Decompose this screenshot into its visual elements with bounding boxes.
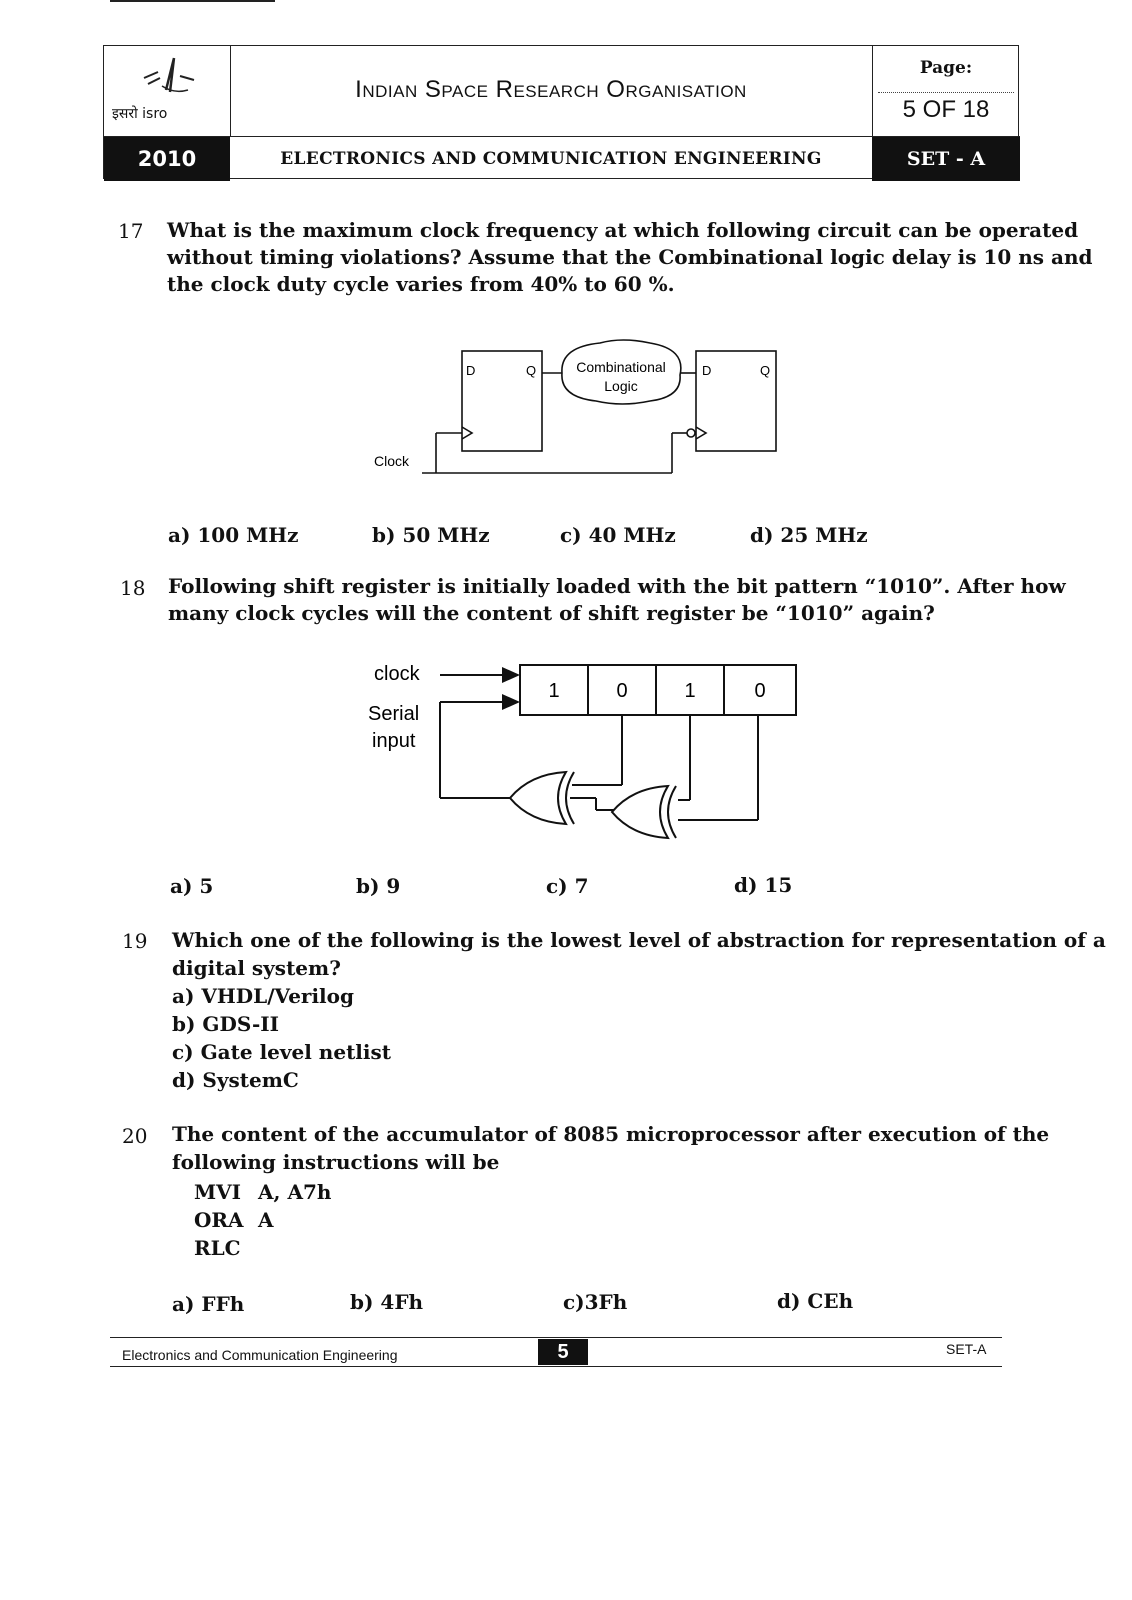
xor-gate-2 (612, 786, 668, 838)
page-number: 5 OF 18 (902, 96, 990, 123)
q17-line: without timing violations? Assume that the Combinational logic delay is 10 ns and (167, 245, 1093, 269)
code-line (194, 1234, 331, 1262)
q19-option-b: b) GDS-II (172, 1012, 280, 1036)
q19-option-c: c) Gate level netlist (172, 1040, 391, 1064)
register-bit: 0 (616, 680, 628, 702)
footer-set: SET-A (946, 1341, 987, 1357)
q19-number: 19 (122, 929, 148, 953)
q17-circuit-diagram (360, 335, 800, 485)
footer-top-rule (110, 1337, 1002, 1338)
q19-option-a: a) VHDL/Verilog (172, 984, 354, 1008)
code-line (194, 1178, 331, 1206)
page-cell (872, 46, 1020, 136)
q18-text (168, 573, 1066, 627)
q20-option-d: d) CEh (777, 1289, 854, 1313)
organisation-title: Indian Space Research Organisation (355, 76, 747, 103)
footer-bottom-rule (110, 1366, 1002, 1367)
clock-input-label: clock (374, 663, 420, 685)
q17-option-c: c) 40 MHz (560, 523, 676, 547)
q18-line: many clock cycles will the content of shift register be “1010” again? (168, 601, 935, 625)
q19-option-d: d) SystemC (172, 1068, 299, 1092)
q20-option-b: b) 4Fh (350, 1290, 424, 1314)
q20-option-c: c)3Fh (563, 1290, 628, 1314)
q17-option-b: b) 50 MHz (372, 523, 490, 547)
footer-page-number: 5 (538, 1339, 588, 1365)
q20-number: 20 (122, 1124, 148, 1148)
code-op: MVI (194, 1180, 242, 1204)
exam-year: 2010 (104, 137, 230, 181)
set-badge: SET - A (872, 137, 1020, 181)
xor-gate-1 (510, 772, 566, 824)
serial-input-label-1: Serial (368, 703, 420, 725)
code-op: ORA (194, 1208, 244, 1232)
register-bit: 0 (754, 680, 766, 702)
code-arg: A (258, 1208, 274, 1232)
q19-text (172, 926, 1106, 1094)
serial-input-label-2: input (372, 730, 416, 752)
q17-number: 17 (118, 219, 144, 243)
q18-line: Following shift register is initially loaded with the bit pattern “1010”. After how (168, 574, 1066, 598)
q18-option-c: c) 7 (546, 874, 589, 898)
q18-number: 18 (120, 576, 146, 600)
q17-option-a: a) 100 MHz (168, 523, 299, 547)
logo-cell (104, 46, 231, 136)
clock-label: Clock (374, 453, 410, 469)
ff1-q-label: Q (526, 363, 537, 378)
q20-line: The content of the accumulator of 8085 microprocessor after execution of the (172, 1122, 1050, 1146)
top-rule (110, 0, 275, 2)
subject-title: ELECTRONICS AND COMMUNICATION ENGINEERING (230, 137, 873, 181)
q18-option-d: d) 15 (734, 873, 793, 897)
register-bit: 1 (684, 680, 696, 702)
code-op: RLC (194, 1236, 241, 1260)
page-divider (878, 92, 1014, 93)
page-label: Page: (919, 58, 973, 78)
q20-text (172, 1120, 1049, 1176)
q17-option-d: d) 25 MHz (750, 523, 868, 547)
ff2-q-label: Q (760, 363, 771, 378)
ff2-d-label: D (702, 363, 712, 378)
q20-option-a: a) FFh (172, 1292, 245, 1316)
footer-subject: Electronics and Communication Engineering (122, 1347, 398, 1363)
q20-line: following instructions will be (172, 1150, 500, 1174)
code-arg: A, A7h (258, 1180, 332, 1204)
q17-line: What is the maximum clock frequency at which following circuit can be operated (167, 218, 1079, 242)
title-cell (230, 46, 873, 136)
comb-logic-label-1: Combinational (576, 359, 666, 375)
q19-line: Which one of the following is the lowest level of abstraction for representation of a (172, 928, 1106, 952)
isro-logo-icon (104, 50, 230, 110)
q18-shift-register-diagram (360, 650, 810, 845)
ff1-d-label: D (466, 363, 476, 378)
q18-option-a: a) 5 (170, 874, 214, 898)
register-bit: 1 (548, 680, 560, 702)
logo-text: इसरो isro (112, 106, 168, 122)
code-line (194, 1206, 331, 1234)
comb-logic-label-2: Logic (604, 378, 638, 394)
header-box (103, 45, 1019, 179)
q18-option-b: b) 9 (356, 874, 401, 898)
q20-code (194, 1178, 331, 1262)
q17-line: the clock duty cycle varies from 40% to 60 %. (167, 272, 675, 296)
q19-line: digital system? (172, 956, 341, 980)
q17-text (167, 217, 1092, 298)
header-row-2 (104, 136, 1020, 181)
